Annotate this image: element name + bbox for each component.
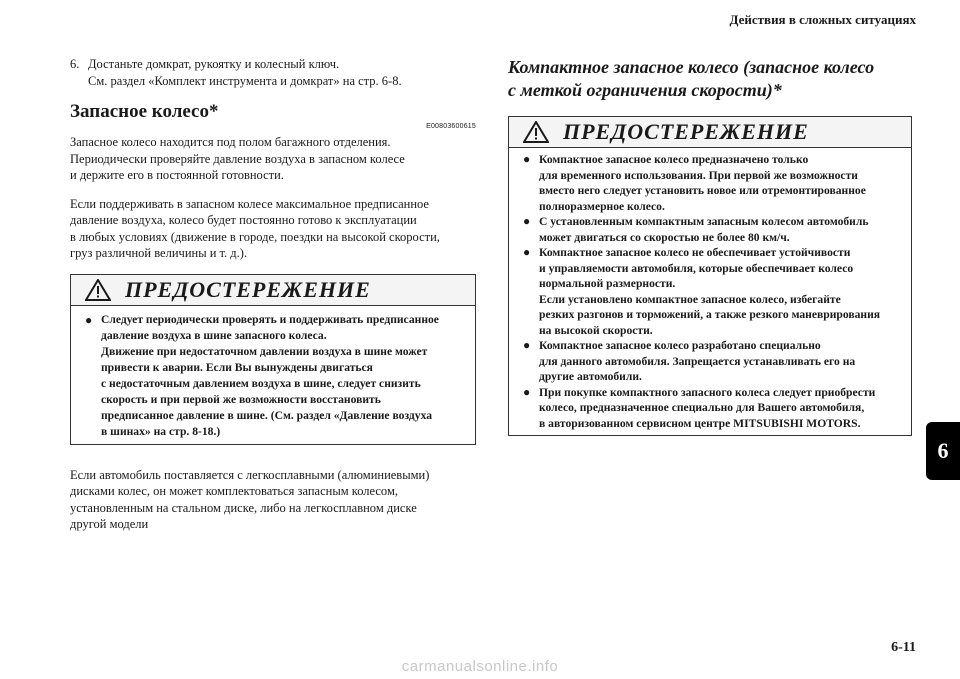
- text-line: с недостаточным давлением воздуха в шине, следует снизить: [101, 376, 421, 390]
- chapter-tab: 6: [926, 422, 960, 480]
- step-6: [70, 56, 476, 90]
- bullet-icon: ●: [523, 245, 531, 259]
- text-line: Компактное запасное колесо предназначено только: [539, 153, 809, 166]
- bullet-icon: ●: [523, 338, 531, 352]
- warning-triangle-icon: [85, 279, 111, 301]
- warning-item: [523, 214, 903, 245]
- warning-title: ПРЕДОСТЕРЕЖЕНИЕ: [563, 119, 809, 144]
- text-line: колесо, предназначенное специально для Вашего автомобиля,: [539, 401, 865, 414]
- text-line: установленным на стальном диске, либо на легкосплавном диске: [70, 500, 417, 515]
- text-line: в шинах» на стр. 8-18.): [101, 424, 221, 438]
- text-line: Если автомобиль поставляется с легкосплавными (алюминиевыми): [70, 467, 430, 482]
- paragraph-spare-location: [70, 134, 476, 184]
- heading-line: Компактное запасное колесо (запасное колесо: [508, 57, 875, 77]
- text-line: давление воздуха, колесо будет постоянно готово к эксплуатации: [70, 213, 417, 227]
- text-line: Компактное запасное колесо не обеспечивает устойчивости: [539, 246, 851, 259]
- warning-item: [523, 385, 903, 432]
- step-line: См. раздел «Комплект инструмента и домкрат» на стр. 6-8.: [88, 74, 402, 88]
- warning-item: [523, 338, 903, 385]
- warning-item-text: [539, 152, 866, 214]
- warning-header: [71, 275, 475, 306]
- text-line: С установленным компактным запасным колесом автомобиль: [539, 215, 869, 228]
- warning-item: [523, 245, 903, 338]
- step-text: [88, 56, 402, 90]
- warning-box-compact-spare: [508, 116, 912, 436]
- compact-spare-heading: [508, 56, 912, 102]
- document-code: E00803600615: [426, 123, 476, 130]
- paragraph-spare-pressure: [70, 196, 476, 262]
- step-line: Достаньте домкрат, рукоятку и колесный ключ.: [88, 57, 340, 71]
- text-line: привести к аварии. Если Вы вынуждены двигаться: [101, 360, 373, 374]
- section-title: Запасное колесо*: [70, 101, 219, 122]
- text-line: давление воздуха в шине запасного колеса.: [101, 328, 327, 342]
- text-line: в авторизованном сервисном центре MITSUBISHI MOTORS.: [539, 416, 861, 430]
- text-line: Запасное колесо находится под полом багажного отделения.: [70, 135, 391, 149]
- bullet-icon: ●: [523, 152, 531, 166]
- text-line: Компактное запасное колесо разработано специально: [539, 339, 821, 352]
- text-line: для временного использования. При первой же возможности: [539, 168, 858, 182]
- section-heading: [70, 100, 476, 130]
- text-line: груз различной величины и т. д.).: [70, 246, 248, 260]
- bullet-icon: ●: [523, 214, 531, 228]
- bullet-icon: ●: [523, 384, 531, 399]
- text-line: Следует периодически проверять и поддерживать предписанное: [101, 312, 439, 326]
- warning-item-text: [539, 385, 875, 432]
- text-line: полноразмерное колесо.: [539, 199, 665, 213]
- warning-body: [71, 306, 475, 444]
- warning-item: [523, 152, 903, 214]
- text-line: и держите его в постоянной готовности.: [70, 168, 284, 182]
- warning-title: ПРЕДОСТЕРЕЖЕНИЕ: [125, 276, 371, 302]
- text-line: на высокой скорости.: [539, 323, 653, 337]
- page-number: 6-11: [891, 640, 916, 655]
- paragraph-alloy-wheels: [70, 467, 476, 533]
- text-line: скорость и при первой же возможности восстановить: [101, 392, 381, 406]
- warning-item: [85, 312, 467, 440]
- running-header: Действия в сложных ситуациях: [729, 12, 916, 27]
- right-column: [508, 56, 912, 436]
- bullet-icon: ●: [85, 312, 93, 327]
- text-line: Если установлено компактное запасное колесо, избегайте: [539, 292, 841, 306]
- warning-body: [509, 148, 911, 435]
- text-line: Периодически проверяйте давление воздуха в запасном колесе: [70, 151, 405, 166]
- text-line: резких разгонов и торможений, а также резкого маневрирования: [539, 308, 881, 321]
- text-line: для данного автомобиля. Запрещается устанавливать его на: [539, 354, 856, 368]
- warning-item-text: [539, 214, 869, 245]
- text-line: Если поддерживать в запасном колесе максимальное предписанное: [70, 196, 429, 211]
- warning-item-text: [539, 338, 855, 385]
- warning-item-text: [101, 312, 439, 440]
- text-line: При покупке компактного запасного колеса следует приобрести: [539, 385, 876, 399]
- text-line: в любых условиях (движение в городе, поездки на высокой скорости,: [70, 229, 440, 244]
- warning-box-pressure: [70, 274, 476, 445]
- footer-watermark[interactable]: carmanualsonline.info: [401, 657, 559, 675]
- text-line: может двигаться со скоростью не более 80 км/ч.: [539, 230, 790, 244]
- text-line: Движение при недостаточном давлении воздуха в шине может: [101, 344, 428, 358]
- warning-triangle-icon: [523, 121, 549, 143]
- text-line: нормальной размерности.: [539, 277, 676, 290]
- text-line: и управляемости автомобиля, которые обеспечивает колесо: [539, 261, 854, 275]
- text-line: другие автомобили.: [539, 370, 642, 383]
- step-number: 6.: [70, 57, 80, 71]
- left-column: [70, 56, 476, 533]
- text-line: вместо него следует установить новое или отремонтированное: [539, 184, 866, 197]
- heading-line: с меткой ограничения скорости)*: [508, 80, 782, 100]
- warning-header: [509, 117, 911, 148]
- text-line: предписанное давление в шине. (См. раздел «Давление воздуха: [101, 408, 433, 422]
- warning-item-text: [539, 245, 880, 338]
- text-line: дисками колес, он может комплектоваться запасным колесом,: [70, 484, 398, 498]
- text-line: другой модели: [70, 517, 149, 531]
